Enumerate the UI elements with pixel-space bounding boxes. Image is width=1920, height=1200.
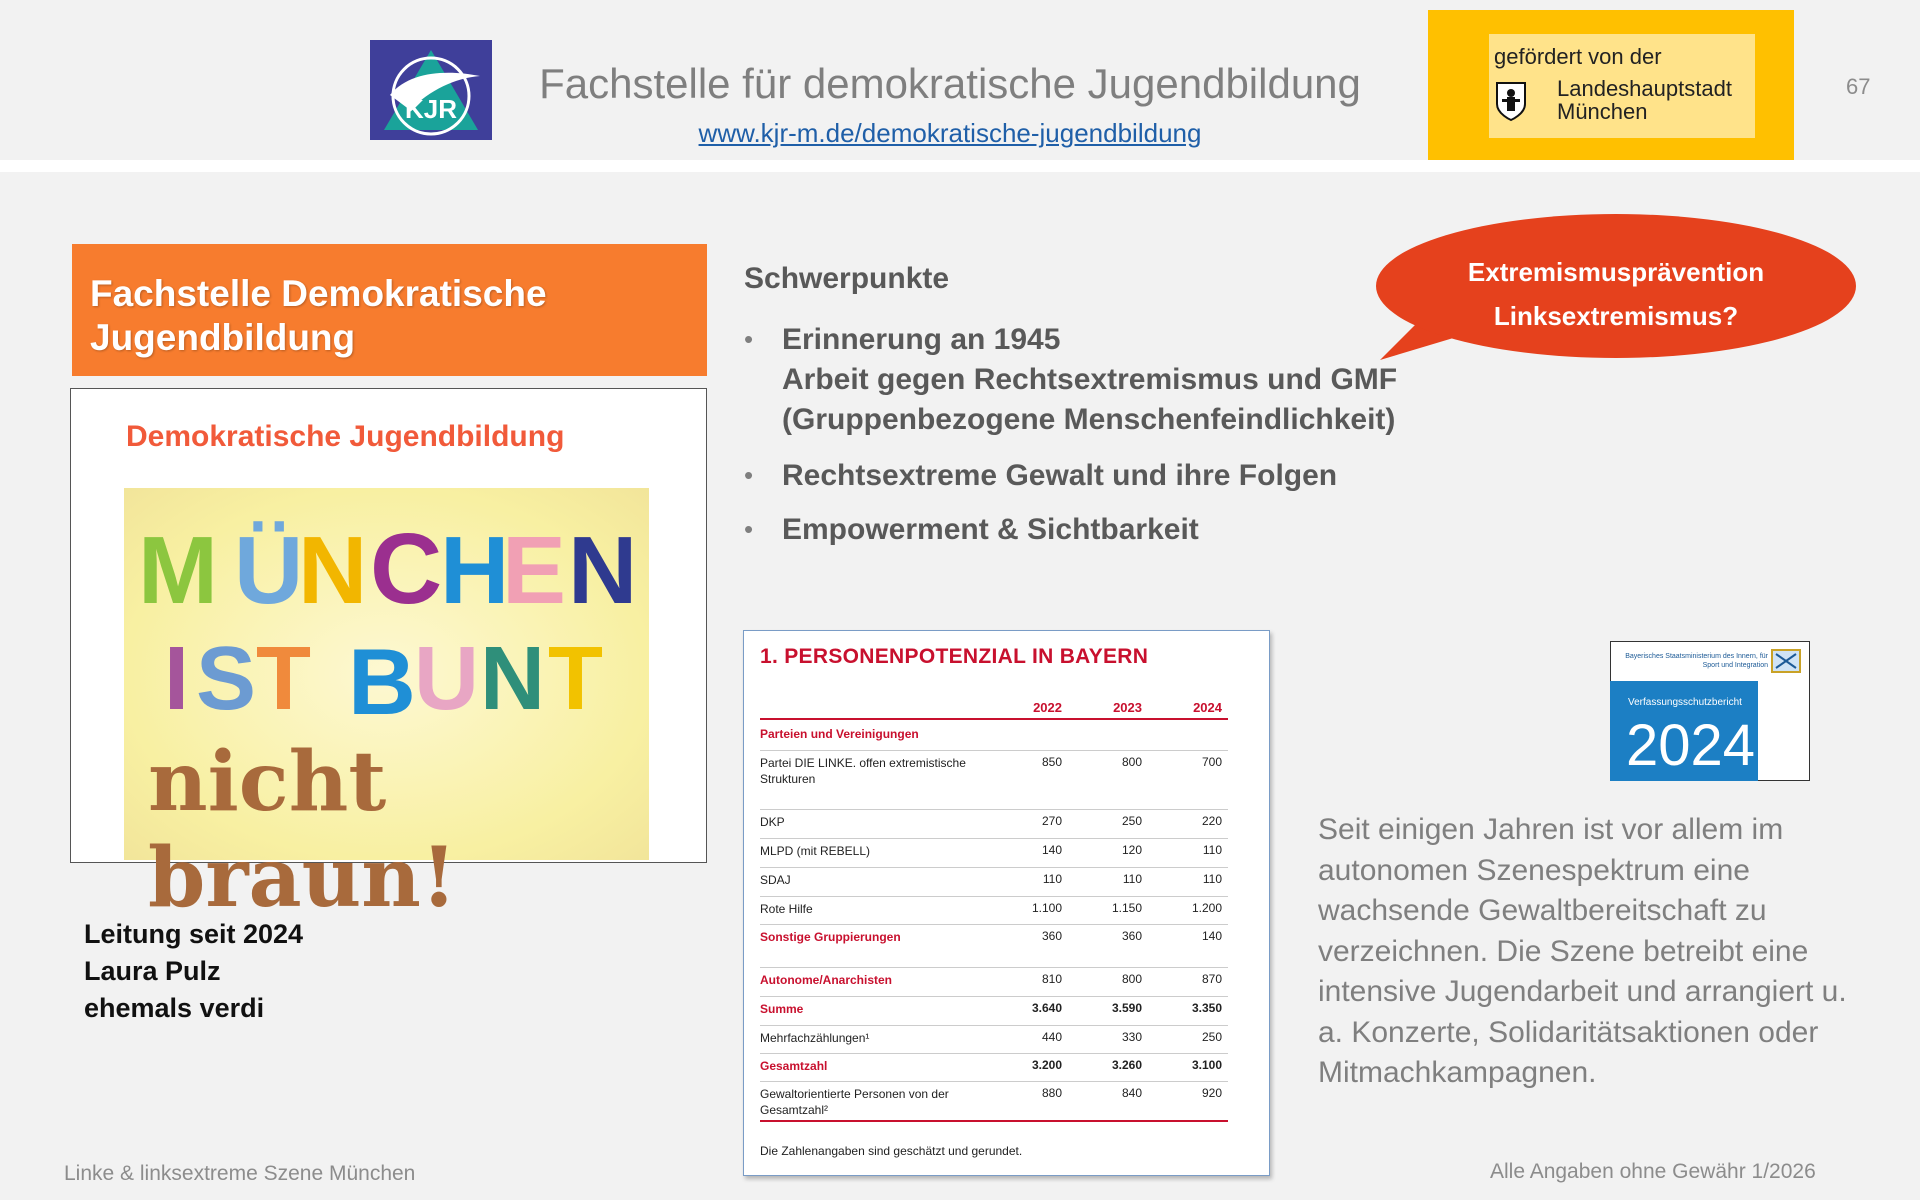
table-cell: 360	[1121, 929, 1142, 943]
table-cell: 220	[1201, 814, 1222, 828]
year-header: 2022	[1033, 700, 1062, 715]
bullet-item-2	[782, 456, 1337, 496]
table-cell: 870	[1201, 972, 1222, 986]
page-title: Fachstelle für demokratische Jugendbildung	[539, 60, 1361, 107]
bubble-line1: Extremismusprävention	[1467, 257, 1765, 287]
table-row-label: Gesamtzahl	[760, 1059, 828, 1073]
table-row-label: Partei DIE LINKE. offen extremistische Strukturen	[760, 756, 966, 786]
table-cell: 800	[1121, 972, 1142, 986]
bullet-dot: •	[744, 324, 754, 354]
table-cell: 270	[1041, 814, 1062, 828]
table-row-divider	[760, 867, 1228, 868]
bubble-line2: Linksextremismus?	[1493, 301, 1739, 331]
poster-line2: I S T B U N T	[164, 629, 603, 734]
bavarian-crest-icon	[1770, 648, 1802, 674]
table-cell: 3.590	[1111, 1001, 1142, 1015]
table-row-label: Gewaltorientierte Personen von der Gesamtzahl²	[760, 1087, 949, 1117]
table-cell: 360	[1041, 929, 1062, 943]
poster-line1: M Ü N C H E N	[138, 513, 638, 625]
table-cell: 110	[1122, 872, 1142, 886]
bullet-1-line2: Arbeit gegen Rechtsextremismus und GMF	[782, 363, 1398, 396]
table-cell: 110	[1042, 872, 1062, 886]
poster-image	[124, 488, 649, 926]
munich-emblem-icon	[1494, 80, 1528, 122]
table-row-divider	[760, 1053, 1228, 1054]
table-cell: 1.200	[1191, 901, 1222, 915]
bullet-dot: •	[744, 514, 754, 544]
table-cell: 920	[1201, 1086, 1222, 1100]
table-footnote: Die Zahlenangaben sind geschätzt und gerundet.	[760, 1144, 1023, 1158]
table-row-label: Mehrfachzählungen¹	[760, 1031, 870, 1045]
table-row-divider	[760, 996, 1228, 997]
table-cell: 1.100	[1031, 901, 1062, 915]
leitung-line3: ehemals verdi	[84, 993, 265, 1023]
footer-left: Linke & linksextreme Szene München	[64, 1162, 416, 1185]
table-title: 1. PERSONENPOTENZIAL IN BAYERN	[760, 645, 1149, 668]
table-row-divider	[760, 1081, 1228, 1082]
bullet-3-line1: Empowerment & Sichtbarkeit	[782, 513, 1199, 546]
table-cell: 3.640	[1031, 1001, 1062, 1015]
slide-number: 67	[1846, 74, 1871, 99]
bullet-1-line3: (Gruppenbezogene Menschenfeindlichkeit)	[782, 403, 1396, 436]
year-header: 2024	[1193, 700, 1222, 715]
table-cell: 700	[1201, 755, 1222, 769]
table-row-label: Summe	[760, 1002, 804, 1016]
header-divider	[0, 160, 1920, 172]
table-cell: 140	[1041, 843, 1062, 857]
table-cell: 3.260	[1111, 1058, 1142, 1072]
table-cell: 110	[1202, 872, 1222, 886]
table-row-label: Parteien und Vereinigungen	[760, 727, 919, 741]
bullet-item-1	[782, 320, 1397, 440]
year-header: 2023	[1113, 700, 1142, 715]
quote-text: Seit einigen Jahren ist vor allem im autonomen Szenespektrum eine wachsende Gewaltbereitschaft zu verzeichnen. Die Szene betreibt eine intensive Jugendarbeit und arrangiert u. a. Konzerte, Solidaritätsaktionen oder Mitmachkampagnen.	[1318, 813, 1847, 1089]
bullet-item-3	[782, 510, 1199, 550]
table-row-divider	[760, 750, 1228, 751]
table-cell: 140	[1201, 929, 1222, 943]
table-row-divider	[760, 838, 1228, 839]
report-year: 2024	[1626, 713, 1756, 778]
kjr-logo	[370, 40, 492, 140]
table-cell: 840	[1121, 1086, 1142, 1100]
report-subtitle: Verfassungsschutzbericht	[1628, 697, 1742, 708]
table-cell: 3.200	[1031, 1058, 1062, 1072]
table-cell: 250	[1201, 1030, 1222, 1044]
sponsor-line2: Landeshauptstadt	[1557, 76, 1732, 101]
leitung-line1: Leitung seit 2024	[84, 919, 304, 949]
header-link[interactable]: www.kjr-m.de/demokratische-jugendbildung	[698, 118, 1202, 148]
table-cell: 3.100	[1191, 1058, 1222, 1072]
bullet-2-line1: Rechtsextreme Gewalt und ihre Folgen	[782, 459, 1338, 492]
sponsor-line1: gefördert von der	[1494, 44, 1662, 69]
table-cell: 330	[1121, 1030, 1142, 1044]
report-header: Bayerisches Staatsministerium des Innern, für Sport und Integration	[1625, 653, 1768, 669]
speech-bubble-text	[1380, 250, 1852, 338]
poster-heading: Demokratische Jugendbildung	[126, 420, 565, 453]
table-row-label: Rote Hilfe	[760, 902, 813, 916]
table-row-label: DKP	[760, 815, 785, 829]
table-cell: 810	[1041, 972, 1062, 986]
table-cell: 850	[1041, 755, 1062, 769]
table-cell: 110	[1202, 843, 1222, 857]
banner-text: Fachstelle Demokratische Jugendbildung	[90, 273, 547, 358]
table-row-label: SDAJ	[760, 873, 791, 887]
table-row-label: Sonstige Gruppierungen	[760, 930, 901, 944]
poster-line3: nicht braun!	[148, 734, 457, 926]
table-cell: 1.150	[1111, 901, 1142, 915]
leitung-block	[84, 916, 303, 1027]
kjr-logo-text: KJR	[404, 94, 457, 124]
table-header-rule	[760, 718, 1228, 720]
table-cell: 440	[1041, 1030, 1062, 1044]
table-row-divider	[760, 924, 1228, 925]
footer-right: Alle Angaben ohne Gewähr 1/2026	[1490, 1160, 1816, 1183]
table-cell: 3.350	[1191, 1001, 1222, 1015]
bullet-1-line1: Erinnerung an 1945	[782, 323, 1061, 356]
sponsor-line3: München	[1557, 99, 1648, 124]
schwerpunkte-title: Schwerpunkte	[744, 262, 950, 295]
table-cell: 250	[1121, 814, 1142, 828]
table-row-divider	[760, 896, 1228, 897]
table-row-divider	[760, 1025, 1228, 1026]
table-row-label: MLPD (mit REBELL)	[760, 844, 871, 858]
table-row-divider	[760, 967, 1228, 968]
table-cell: 800	[1121, 755, 1142, 769]
table-cell: 880	[1041, 1086, 1062, 1100]
table-cell: 120	[1121, 843, 1142, 857]
table-row-divider	[760, 809, 1228, 810]
bullet-dot: •	[744, 460, 754, 490]
leitung-line2: Laura Pulz	[84, 956, 221, 986]
table-bottom-rule	[760, 1120, 1228, 1122]
table-row-label: Autonome/Anarchisten	[760, 973, 893, 987]
